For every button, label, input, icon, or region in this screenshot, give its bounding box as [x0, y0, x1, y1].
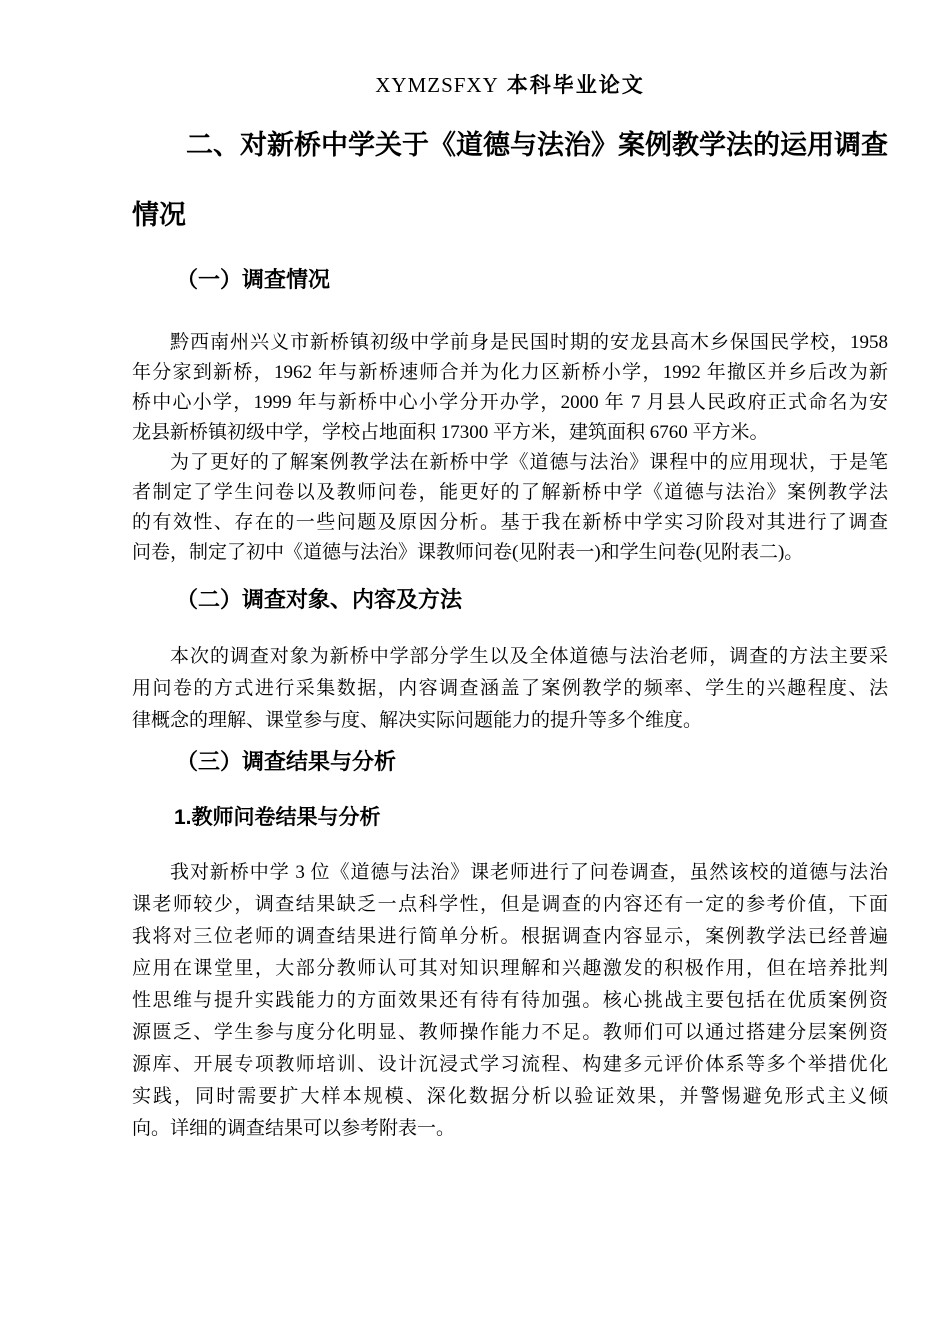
text-line: 黔西南州兴义市新桥镇初级中学前身是民国时期的安龙县高木乡保国民学校，1958 [170, 332, 888, 353]
paragraph-teacher-survey-analysis [132, 857, 888, 1145]
text-line: 二、对新桥中学关于《道德与法治》案例教学法的运用调查 [186, 130, 888, 160]
text-line: 桥中心小学，1999 年与新桥中心小学分开办学，2000 年 7 月县人民政府正式命名为安 [132, 392, 888, 413]
text-line: 问卷，制定了初中《道德与法治》课教师问卷(见附表一)和学生问卷(见附表二)。 [132, 542, 804, 563]
text-line: 的有效性、存在的一些问题及原因分析。基于我在新桥中学实习阶段对其进行了调查 [132, 512, 888, 533]
paragraph-school-history [132, 328, 888, 448]
section-heading-survey-object-method: （二）调查对象、内容及方法 [176, 587, 463, 612]
text-line: 为了更好的了解案例教学法在新桥中学《道德与法治》课程中的应用现状，于是笔 [170, 452, 888, 473]
document-title [132, 110, 888, 250]
text-line: 者制定了学生问卷以及教师问卷，能更好的了解新桥中学《道德与法治》案例教学法 [132, 482, 888, 503]
section-heading-survey-results: （三）调查结果与分析 [176, 749, 397, 774]
text-line: 性思维与提升实践能力的方面效果还有待有待加强。核心挑战主要包括在优质案例资 [132, 990, 888, 1011]
page-header [132, 72, 888, 98]
text-line: 情况 [132, 200, 186, 230]
text-line: 本次的调查对象为新桥中学部分学生以及全体道德与法治老师，调查的方法主要采 [170, 646, 888, 667]
text-line: 源匮乏、学生参与度分化明显、教师操作能力不足。教师们可以通过搭建分层案例资 [132, 1022, 888, 1043]
text-line: 源库、开展专项教师培训、设计沉浸式学习流程、构建多元评价体系等多个举措优化 [132, 1054, 888, 1075]
text-line: 律概念的理解、课堂参与度、解决实际问题能力的提升等多个维度。 [132, 710, 703, 731]
text-line: 课老师较少，调查结果缺乏一点科学性，但是调查的内容还有一定的参考价值，下面 [132, 894, 888, 915]
text-line: 年分家到新桥，1962 年与新桥速师合并为化力区新桥小学，1992 年撤区并乡后改为新 [132, 362, 888, 383]
header-thesis-type: 本科毕业论文 [506, 73, 645, 97]
text-line: 龙县新桥镇初级中学，学校占地面积 17300 平方米，建筑面积 6760 平方米。 [132, 422, 769, 443]
text-line: 实践，同时需要扩大样本规模、深化数据分析以验证效果，并警惕避免形式主义倾 [132, 1086, 888, 1107]
text-line: 我将对三位老师的调查结果进行简单分析。根据调查内容显示，案例教学法已经普遍 [132, 926, 888, 947]
text-line: 用问卷的方式进行采集数据，内容调查涵盖了案例教学的频率、学生的兴趣程度、法 [132, 678, 888, 699]
paragraph-survey-purpose [132, 448, 888, 568]
text-line: 应用在课堂里，大部分教师认可其对知识理解和兴趣激发的积极作用，但在培养批判 [132, 958, 888, 979]
header-school-code: XYMZSFXY [375, 73, 499, 97]
paragraph-survey-method [132, 641, 888, 737]
subsection-heading-teacher-questionnaire: 1.教师问卷结果与分析 [174, 806, 381, 829]
text-line: 我对新桥中学 3 位《道德与法治》课老师进行了问卷调查，虽然该校的道德与法治 [170, 862, 888, 883]
text-line: 向。详细的调查结果可以参考附表一。 [132, 1118, 456, 1139]
section-heading-survey-situation: （一）调查情况 [176, 267, 331, 292]
